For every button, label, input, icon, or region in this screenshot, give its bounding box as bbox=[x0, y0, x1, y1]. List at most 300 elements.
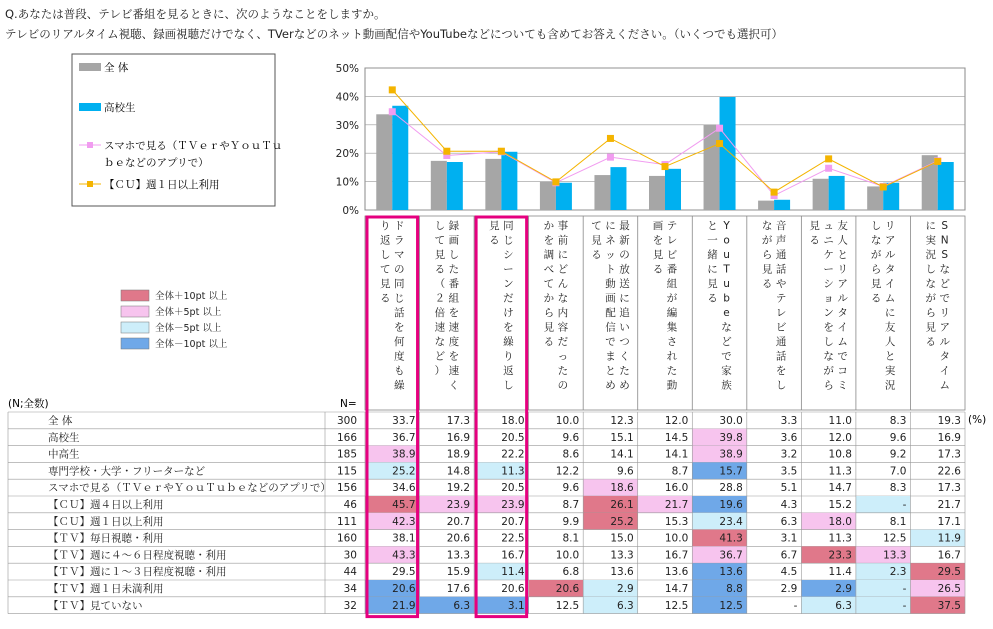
category-label-char: の bbox=[394, 263, 405, 276]
marker-smart bbox=[389, 108, 396, 115]
y-tick-label: 30% bbox=[335, 119, 359, 132]
category-label-char: 事 bbox=[557, 220, 569, 232]
category-label-char: を bbox=[448, 307, 460, 319]
highlight-swatch bbox=[121, 338, 149, 349]
table-cell: 42.3 bbox=[392, 515, 416, 528]
category-label-char: ム bbox=[939, 379, 950, 392]
table-row-n: 166 bbox=[336, 431, 357, 444]
category-label-char: タ bbox=[884, 263, 896, 276]
category-label-char: い bbox=[619, 321, 630, 334]
bar-all bbox=[485, 159, 501, 210]
table-cell: 14.1 bbox=[610, 448, 634, 461]
bar-hs bbox=[447, 162, 463, 210]
table-cell: 11.4 bbox=[828, 566, 852, 579]
table-cell: 6.3 bbox=[453, 599, 471, 612]
unit-label: (%) bbox=[968, 414, 987, 426]
category-label-char: 見 bbox=[809, 220, 820, 232]
category-label-char: 動 bbox=[666, 379, 678, 392]
category-label-char: 編 bbox=[666, 307, 678, 319]
bar-hs bbox=[610, 167, 626, 210]
table-cell: 12.5 bbox=[883, 532, 907, 545]
category-label-char: が bbox=[925, 292, 936, 305]
category-label-char: 家 bbox=[721, 365, 732, 377]
table-cell: 9.2 bbox=[889, 448, 907, 461]
legend-swatch-hs bbox=[79, 103, 101, 111]
category-label-char: た bbox=[619, 365, 630, 377]
category-label-char: 新 bbox=[619, 234, 630, 247]
category-label-char: ラ bbox=[394, 234, 405, 247]
category-label-char: 見 bbox=[434, 249, 446, 261]
category-label-char: S bbox=[941, 220, 949, 232]
category-label-char: タ bbox=[939, 350, 950, 363]
category-label-char: 見 bbox=[652, 249, 664, 261]
category-label-char: 何 bbox=[394, 336, 405, 348]
table-row-label: 【ＴＶ】週１日未満利用 bbox=[48, 583, 164, 595]
table-row-label: スマホで見る（ＴＶｅｒやＹｏｕＴｕｂｅなどのアプリで） bbox=[48, 482, 331, 495]
category-label-char: る bbox=[925, 336, 936, 348]
category-label-char: ど bbox=[721, 336, 732, 348]
category-label-char: ル bbox=[837, 292, 848, 305]
table-row-label: 高校生 bbox=[48, 431, 80, 444]
table-cell: 12.0 bbox=[664, 415, 689, 427]
category-label-char: ン bbox=[503, 278, 514, 290]
category-label-char: 送 bbox=[619, 278, 630, 290]
table-cell: 21.9 bbox=[392, 599, 416, 612]
table-cell: 16.7 bbox=[937, 549, 961, 562]
category-label-char: じ bbox=[503, 234, 514, 247]
category-label-char: じ bbox=[394, 292, 405, 305]
category-label-char: 速 bbox=[448, 365, 460, 377]
category-label-char: し bbox=[775, 379, 787, 392]
category-label-char: な bbox=[823, 350, 834, 363]
category-label-char: 声 bbox=[775, 234, 787, 247]
table-cell: 21.7 bbox=[664, 499, 689, 511]
table-cell: 15.3 bbox=[664, 515, 689, 528]
bar-all bbox=[813, 179, 829, 210]
category-label-char: ド bbox=[394, 220, 405, 232]
table-cell: 28.8 bbox=[719, 482, 743, 495]
table-cell: 15.1 bbox=[610, 431, 634, 444]
category-label-char: 画 bbox=[448, 234, 460, 247]
table-cell: 3.2 bbox=[780, 448, 798, 461]
table-row-n: 34 bbox=[343, 583, 357, 595]
table-cell: 5.1 bbox=[780, 482, 798, 495]
category-label-char: シ bbox=[823, 278, 834, 290]
table-cell: 23.9 bbox=[501, 499, 525, 511]
category-label-char: 見 bbox=[761, 263, 773, 276]
table-cell: 34.6 bbox=[392, 482, 416, 495]
table-row-label: 【ＴＶ】週に４～６日程度視聴・利用 bbox=[48, 549, 227, 562]
table-cell: 13.3 bbox=[883, 549, 907, 562]
table-row-label: 【ＴＶ】毎日視聴・利用 bbox=[48, 532, 164, 545]
table-cell: 26.1 bbox=[610, 499, 634, 511]
category-label-char: 画 bbox=[605, 292, 616, 305]
table-cell: 17.3 bbox=[937, 482, 961, 495]
table-cell: 15.9 bbox=[446, 566, 471, 579]
y-tick-label: 40% bbox=[335, 91, 359, 104]
table-row-n: 156 bbox=[336, 482, 357, 495]
n-label: (N;全数) bbox=[8, 398, 49, 410]
table-cell: - bbox=[902, 599, 907, 612]
table-cell: 29.5 bbox=[937, 566, 961, 579]
table-cell: 17.1 bbox=[937, 515, 961, 528]
category-label-char: て bbox=[434, 234, 446, 247]
category-label-char: が bbox=[666, 292, 678, 305]
category-label-char: る bbox=[870, 292, 882, 305]
category-label-char: 見 bbox=[707, 278, 718, 290]
table-cell: 20.6 bbox=[555, 583, 580, 595]
table-cell: 12.5 bbox=[664, 599, 689, 612]
category-label-char: ネ bbox=[605, 234, 616, 247]
bar-hs bbox=[392, 106, 408, 210]
marker-smart bbox=[716, 125, 723, 132]
category-label-char: く bbox=[619, 350, 630, 363]
marker-cu bbox=[389, 86, 396, 93]
table-cell: 20.7 bbox=[501, 515, 525, 528]
table-cell: 22.6 bbox=[937, 465, 961, 478]
table-cell: 12.5 bbox=[555, 599, 580, 612]
category-label-char: 番 bbox=[666, 263, 678, 276]
category-label-char: 繰 bbox=[394, 379, 405, 392]
bar-all bbox=[649, 176, 665, 210]
category-label-char: 前 bbox=[557, 234, 569, 247]
legend-smart-line1: スマホで見る（ＴＶｅｒやＹｏｕＴｕ bbox=[104, 140, 283, 152]
table-cell: 19.2 bbox=[446, 482, 471, 495]
category-label-char: ム bbox=[884, 292, 896, 305]
table-cell: 20.5 bbox=[501, 431, 525, 444]
category-label-char: と bbox=[884, 350, 896, 363]
category-label-char: リ bbox=[939, 307, 950, 319]
category-label-char: 倍 bbox=[434, 307, 446, 319]
category-label-char: 最 bbox=[619, 220, 630, 232]
category-label-char: ル bbox=[884, 249, 896, 261]
category-label-char: ２ bbox=[434, 292, 446, 305]
category-label-char: 番 bbox=[448, 278, 460, 290]
category-label-char: る bbox=[761, 278, 773, 290]
category-label-char: る bbox=[543, 336, 555, 348]
category-label-char: し bbox=[448, 249, 460, 261]
category-label-char: ム bbox=[837, 336, 848, 348]
category-label-char: て bbox=[380, 263, 391, 276]
category-label-char: て bbox=[591, 220, 602, 232]
y-tick-label: 0% bbox=[342, 205, 359, 217]
table-cell: 16.7 bbox=[501, 549, 525, 562]
category-label-char: ー bbox=[823, 263, 834, 276]
category-label-char: も bbox=[394, 365, 405, 377]
category-label-char: な bbox=[761, 220, 773, 232]
category-label-char: し bbox=[870, 220, 882, 232]
table-cell: - bbox=[902, 499, 907, 511]
table-cell: 11.0 bbox=[828, 415, 852, 427]
category-label-char: な bbox=[434, 336, 446, 348]
highlight-legend-label: 全体＋10pt 以上 bbox=[155, 291, 228, 302]
category-label-char: ど bbox=[939, 278, 950, 290]
category-label-char: な bbox=[721, 321, 732, 334]
table-cell: 8.8 bbox=[726, 583, 743, 595]
bar-all bbox=[376, 114, 392, 210]
category-label-char: マ bbox=[394, 249, 405, 261]
table-cell: 11.4 bbox=[501, 566, 525, 579]
table-cell: 2.9 bbox=[780, 583, 798, 595]
category-label-char: T bbox=[723, 263, 730, 276]
category-label-char: シ bbox=[503, 249, 514, 261]
category-label-char: が bbox=[870, 249, 882, 261]
category-label-char: し bbox=[823, 336, 834, 348]
category-label-char: く bbox=[448, 379, 460, 392]
category-label-char: 集 bbox=[666, 321, 678, 334]
table-cell: 16.7 bbox=[664, 549, 689, 562]
highlight-legend bbox=[121, 290, 228, 350]
category-label-char: リ bbox=[884, 220, 896, 232]
category-label-char: N bbox=[940, 234, 949, 247]
category-label-char: ） bbox=[434, 365, 446, 377]
table-cell: 19.6 bbox=[719, 499, 743, 511]
category-label-char: ら bbox=[543, 307, 555, 319]
category-label-char: た bbox=[666, 365, 678, 377]
table-row-label: 【ＴＶ】週に１～３日程度視聴・利用 bbox=[48, 566, 227, 579]
category-label-char: タ bbox=[837, 307, 848, 319]
category-label-char: な bbox=[870, 234, 882, 247]
table-cell: 2.9 bbox=[835, 583, 852, 595]
category-label-char: り bbox=[503, 350, 514, 363]
category-label-char: る bbox=[591, 249, 602, 261]
category-label-char: 動 bbox=[605, 278, 616, 290]
table-cell: 8.1 bbox=[562, 532, 580, 545]
category-label-char: 況 bbox=[884, 379, 896, 392]
category-label-char: 速 bbox=[448, 321, 460, 334]
table-row-label: 専門学校・大学・フリーターなど bbox=[48, 465, 206, 478]
category-label-char: ン bbox=[823, 307, 834, 319]
table-cell: 10.8 bbox=[828, 448, 852, 461]
category-label-char: 追 bbox=[619, 307, 630, 319]
category-label-char: に bbox=[605, 220, 616, 232]
category-label-char: た bbox=[448, 263, 460, 276]
table-cell: 18.6 bbox=[610, 482, 634, 495]
category-label-char: 緒 bbox=[707, 249, 718, 261]
table-row-n: 185 bbox=[336, 448, 357, 461]
table-row-n: 160 bbox=[336, 532, 357, 545]
legend-hs: 高校生 bbox=[104, 102, 136, 114]
highlight-legend-label: 全体＋5pt 以上 bbox=[155, 307, 222, 318]
table-cell: 20.7 bbox=[446, 515, 471, 528]
table-cell: 15.7 bbox=[719, 465, 743, 478]
category-label-char: る bbox=[489, 234, 500, 247]
table-cell: 8.3 bbox=[889, 415, 907, 427]
table-cell: 36.7 bbox=[719, 549, 743, 562]
bar-all bbox=[594, 175, 610, 210]
category-label-char: 見 bbox=[591, 234, 602, 247]
category-label-char: コ bbox=[837, 365, 848, 377]
category-label-char: ど bbox=[557, 263, 569, 276]
table-cell: 9.6 bbox=[562, 431, 580, 444]
table-cell: 14.1 bbox=[664, 448, 689, 461]
marker-cu bbox=[443, 148, 450, 155]
y-tick-label: 50% bbox=[335, 63, 359, 75]
category-label-char: を bbox=[823, 321, 834, 334]
data-table bbox=[8, 412, 965, 614]
category-label-char: で bbox=[721, 350, 732, 363]
category-label-char: と bbox=[707, 220, 718, 232]
category-label-char: さ bbox=[666, 336, 678, 348]
category-label-char: を bbox=[503, 321, 514, 334]
y-tick-label: 10% bbox=[335, 176, 359, 189]
table-cell: 20.6 bbox=[501, 583, 525, 595]
category-label-char: 人 bbox=[837, 234, 848, 247]
table-cell: 14.5 bbox=[664, 431, 689, 444]
category-label-char: だ bbox=[557, 336, 569, 348]
category-label-char: イ bbox=[837, 321, 848, 334]
table-cell: 9.6 bbox=[562, 482, 580, 495]
category-label-char: か bbox=[543, 292, 555, 305]
category-label-char: ど bbox=[434, 350, 446, 363]
table-cell: 12.3 bbox=[610, 415, 634, 427]
category-label-char: 見 bbox=[543, 321, 555, 334]
marker-cu bbox=[771, 189, 778, 196]
table-row-n: 115 bbox=[336, 465, 357, 478]
category-label-char: 一 bbox=[707, 234, 718, 247]
table-cell: 26.5 bbox=[937, 583, 961, 595]
table-cell: 45.7 bbox=[392, 499, 416, 511]
table-cell: 15.0 bbox=[610, 532, 634, 545]
category-label-char: か bbox=[543, 220, 555, 232]
table-cell: 16.9 bbox=[446, 431, 471, 444]
category-label-char: 配 bbox=[605, 307, 616, 319]
question-text: Q.あなたは普段、テレビ番組を見るときに、次のようなことをしますか。 bbox=[5, 7, 386, 21]
category-label-char: 実 bbox=[884, 365, 896, 377]
bar-hs bbox=[720, 97, 736, 210]
category-label-char: 族 bbox=[721, 379, 732, 392]
category-label-char: ュ bbox=[823, 220, 834, 232]
table-cell: 12.0 bbox=[828, 431, 852, 444]
marker-cu bbox=[662, 163, 669, 170]
category-label-char: 組 bbox=[448, 292, 460, 305]
category-label-char: 況 bbox=[925, 249, 936, 261]
table-cell: 7.0 bbox=[889, 465, 907, 478]
table-cell: 30.0 bbox=[719, 415, 743, 427]
category-label-char: 返 bbox=[503, 365, 514, 377]
table-row-label: 【ＴＶ】見ていない bbox=[48, 599, 143, 612]
table-cell: 3.1 bbox=[507, 599, 525, 612]
table-cell: 8.1 bbox=[889, 515, 907, 528]
marker-cu bbox=[552, 178, 559, 185]
table-row-n: 300 bbox=[336, 415, 357, 427]
category-label-char: 内 bbox=[557, 307, 569, 319]
category-label-char: ア bbox=[884, 234, 896, 247]
category-label-char: 実 bbox=[925, 234, 936, 247]
category-label-char: と bbox=[837, 249, 848, 261]
marker-cu bbox=[934, 158, 941, 165]
category-label-char: に bbox=[557, 249, 569, 261]
category-label-char: Y bbox=[723, 220, 730, 232]
category-label-char: れ bbox=[666, 350, 678, 363]
table-cell: 23.3 bbox=[828, 549, 852, 562]
category-label-char: 通 bbox=[775, 336, 787, 348]
category-label-char: ア bbox=[837, 278, 848, 290]
category-label-char: ビ bbox=[666, 249, 678, 261]
table-cell: 20.5 bbox=[501, 482, 525, 495]
category-label-char: 信 bbox=[605, 321, 616, 334]
table-cell: 33.7 bbox=[392, 415, 416, 427]
table-cell: 10.0 bbox=[555, 415, 580, 427]
category-label-char: e bbox=[723, 307, 730, 319]
legend-cu: 【ＣＵ】週１日以上利用 bbox=[104, 179, 220, 191]
table-cell: 10.0 bbox=[664, 532, 689, 545]
table-cell: 3.3 bbox=[780, 415, 798, 427]
table-cell: 39.8 bbox=[719, 431, 743, 444]
table-row-label: 【ＣＵ】週４日以上利用 bbox=[48, 499, 164, 511]
table-cell: 12.5 bbox=[719, 599, 743, 612]
category-label-char: な bbox=[939, 263, 950, 276]
table-row-n: 32 bbox=[343, 599, 357, 612]
table-cell: 29.5 bbox=[392, 566, 416, 579]
category-label-char: に bbox=[619, 292, 630, 305]
category-label-char: ル bbox=[939, 336, 950, 348]
category-label-char: 見 bbox=[925, 321, 936, 334]
table-row-label: 全 体 bbox=[48, 415, 73, 427]
table-row-n: 44 bbox=[343, 566, 357, 579]
category-label-char: 度 bbox=[394, 350, 405, 363]
category-label-char: し bbox=[434, 220, 446, 232]
category-label-char: ケ bbox=[823, 249, 834, 261]
marker-cu bbox=[716, 140, 723, 147]
category-label-char: る bbox=[434, 263, 446, 276]
category-label-char: 話 bbox=[394, 307, 405, 319]
category-label-char: の bbox=[557, 379, 569, 392]
category-label-char: ら bbox=[761, 249, 773, 261]
category-label-char: イ bbox=[939, 365, 950, 377]
category-label-char: ら bbox=[823, 379, 834, 392]
category-label-char: 組 bbox=[666, 278, 678, 290]
category-label-char: 見 bbox=[870, 278, 882, 290]
category-label-char: し bbox=[925, 263, 936, 276]
category-label-char: 同 bbox=[503, 220, 514, 232]
category-label-char: u bbox=[723, 249, 730, 261]
legend-marker-cu bbox=[87, 181, 93, 187]
table-cell: 22.5 bbox=[501, 532, 525, 545]
question-subtext: テレビのリアルタイム視聴、録画視聴だけでなく、TVerなどのネット動画配信やYouTubeなどについても含めてお答えください。（いくつでも選択可） bbox=[5, 27, 783, 41]
category-label-char: ビ bbox=[775, 321, 787, 334]
category-label-char: を bbox=[775, 365, 787, 377]
category-label-char: 画 bbox=[652, 220, 664, 232]
category-label-char: 話 bbox=[775, 350, 787, 363]
table-cell: 8.7 bbox=[562, 499, 580, 511]
bar-hs bbox=[556, 183, 572, 210]
category-label-char: つ bbox=[619, 336, 630, 348]
table-cell: 16.0 bbox=[664, 482, 689, 495]
category-label-char: イ bbox=[884, 278, 896, 290]
table-cell: 8.7 bbox=[671, 465, 689, 478]
category-label-char: に bbox=[707, 263, 718, 276]
legend-swatch-all bbox=[79, 63, 101, 71]
category-label-char: を bbox=[543, 234, 555, 247]
table-cell: 14.7 bbox=[828, 482, 852, 495]
category-label-char: b bbox=[723, 292, 730, 305]
table-cell: 14.7 bbox=[664, 583, 689, 595]
table-cell: 3.1 bbox=[780, 532, 798, 545]
category-label-char: 通 bbox=[775, 249, 787, 261]
table-cell: 18.0 bbox=[828, 515, 852, 528]
category-label-char: ア bbox=[939, 321, 950, 334]
marker-smart bbox=[825, 165, 832, 172]
legend-all: 全 体 bbox=[104, 62, 129, 74]
category-label-char: で bbox=[837, 350, 848, 363]
table-cell: 21.7 bbox=[937, 499, 961, 511]
category-label-char: 友 bbox=[837, 220, 848, 232]
category-label-char: ー bbox=[503, 263, 514, 276]
category-label-char: ッ bbox=[605, 249, 616, 261]
category-label-char: 容 bbox=[557, 321, 569, 334]
table-cell: 6.3 bbox=[780, 515, 798, 528]
